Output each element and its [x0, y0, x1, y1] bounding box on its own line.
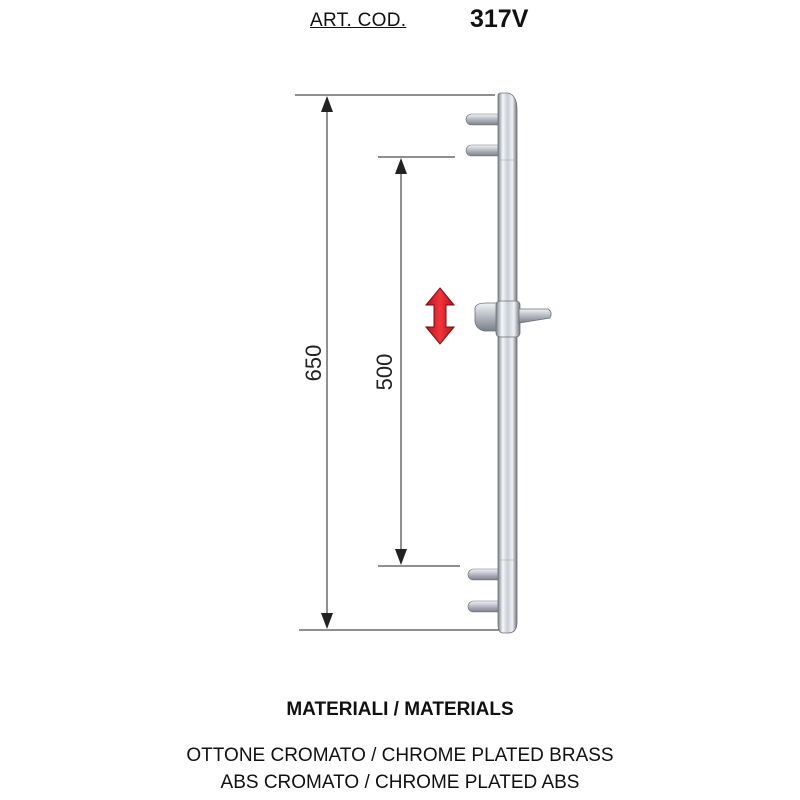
- shower-rail-bar: [498, 93, 517, 633]
- arrowhead-up-icon: [395, 158, 407, 174]
- double-arrow-vertical-icon: [426, 288, 454, 344]
- arrowhead-down-icon: [321, 613, 333, 629]
- article-code-value: 317V: [470, 5, 529, 33]
- article-code-label: ART. COD.: [310, 10, 407, 31]
- materials-line: ABS CROMATO / CHROME PLATED ABS: [220, 772, 580, 793]
- materials-title: MATERIALI / MATERIALS: [286, 699, 514, 720]
- bracket-pin-top-1: [466, 114, 502, 125]
- materials-line: OTTONE CROMATO / CHROME PLATED BRASS: [186, 745, 614, 766]
- dimension-650-label: 650: [301, 344, 326, 382]
- sliding-shower-holder: [475, 301, 551, 337]
- dimension-500-label: 500: [372, 353, 397, 391]
- bracket-pin-top-2: [466, 145, 502, 156]
- arrowhead-up-icon: [321, 96, 333, 112]
- arrowhead-down-icon: [395, 549, 407, 565]
